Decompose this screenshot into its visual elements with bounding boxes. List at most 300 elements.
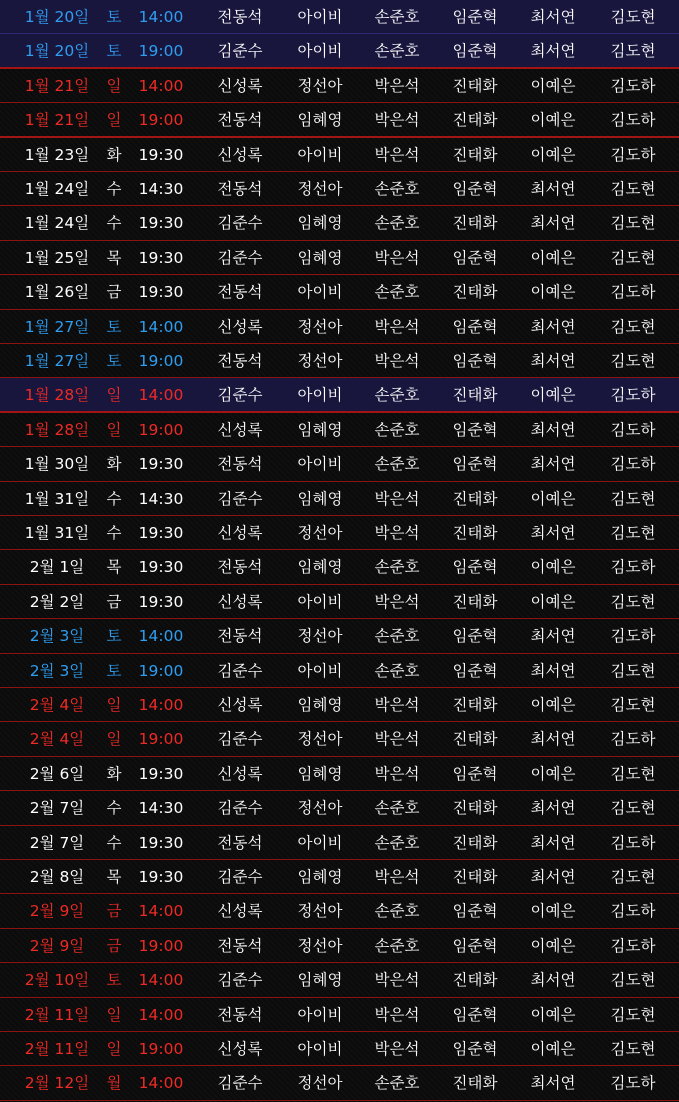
cast-member-6: 김도현 — [610, 799, 656, 818]
cast-member-3: 박은석 — [374, 592, 420, 611]
performance-date: 2월 7일 — [29, 799, 85, 818]
cast-member-6: 김도하 — [610, 902, 656, 921]
table-row — [0, 172, 679, 206]
cast-member-3: 박은석 — [374, 1005, 420, 1024]
cast-member-4: 임준혁 — [452, 902, 498, 921]
show-time: 19:00 — [138, 420, 184, 439]
weekday: 월 — [106, 1074, 122, 1093]
show-time: 19:00 — [138, 936, 184, 955]
cast-member-1: 전동석 — [217, 352, 263, 370]
show-time: 19:30 — [138, 214, 184, 233]
performance-date: 1월 20일 — [24, 42, 90, 61]
cast-member-1: 김준수 — [217, 868, 263, 886]
table-row — [0, 241, 679, 275]
cast-member-2: 임혜영 — [297, 764, 343, 783]
cast-member-4: 진태화 — [452, 868, 498, 886]
cast-member-3: 손준호 — [374, 455, 420, 474]
cast-member-5: 최서연 — [530, 524, 576, 542]
show-time: 14:00 — [138, 971, 184, 990]
cast-member-2: 정선아 — [297, 627, 343, 646]
weekday: 토 — [106, 42, 122, 61]
cast-member-3: 손준호 — [374, 799, 420, 818]
table-row — [0, 619, 679, 653]
performance-date: 1월 23일 — [24, 145, 90, 164]
cast-member-1: 김준수 — [217, 248, 263, 267]
cast-member-3: 박은석 — [374, 764, 420, 783]
cast-member-5: 이예은 — [530, 936, 576, 955]
cast-member-3: 박은석 — [374, 971, 420, 990]
cast-member-5: 이예은 — [530, 902, 576, 921]
cast-member-3: 손준호 — [374, 8, 420, 26]
show-time: 14:00 — [138, 902, 184, 921]
cast-member-3: 손준호 — [374, 420, 420, 439]
cast-member-4: 진태화 — [452, 111, 498, 130]
cast-member-4: 진태화 — [452, 1074, 498, 1093]
show-time: 19:00 — [138, 352, 184, 370]
cast-member-4: 임준혁 — [452, 248, 498, 267]
cast-member-5: 최서연 — [530, 1074, 576, 1093]
cast-member-6: 김도현 — [610, 214, 656, 233]
cast-member-1: 전동석 — [217, 833, 263, 852]
cast-member-1: 신성록 — [217, 696, 263, 714]
cast-member-6: 김도현 — [610, 317, 656, 336]
weekday: 일 — [106, 1005, 122, 1024]
show-time: 19:30 — [138, 283, 184, 302]
show-time: 19:00 — [138, 1040, 184, 1058]
cast-member-5: 이예은 — [530, 489, 576, 508]
cast-member-4: 임준혁 — [452, 42, 498, 61]
weekday: 토 — [106, 317, 122, 336]
cast-member-2: 정선아 — [297, 76, 343, 95]
cast-member-2: 임혜영 — [297, 420, 343, 439]
cast-member-4: 임준혁 — [452, 180, 498, 198]
cast-member-4: 진태화 — [452, 730, 498, 749]
cast-member-1: 신성록 — [217, 524, 263, 542]
cast-member-2: 임혜영 — [297, 248, 343, 267]
weekday: 화 — [106, 764, 122, 783]
cast-member-4: 진태화 — [452, 971, 498, 990]
cast-member-1: 신성록 — [217, 902, 263, 921]
cast-member-2: 아이비 — [297, 386, 343, 405]
weekday: 토 — [106, 627, 122, 646]
cast-member-5: 이예은 — [530, 76, 576, 95]
weekday: 수 — [106, 799, 122, 818]
performance-date: 2월 12일 — [24, 1074, 90, 1093]
weekday: 일 — [106, 111, 122, 130]
cast-member-5: 이예은 — [530, 248, 576, 267]
cast-member-5: 이예은 — [530, 283, 576, 302]
show-time: 19:30 — [138, 524, 184, 542]
cast-member-6: 김도하 — [610, 833, 656, 852]
cast-member-1: 김준수 — [217, 799, 263, 818]
show-time: 19:30 — [138, 833, 184, 852]
cast-member-6: 김도현 — [610, 868, 656, 886]
cast-member-2: 아이비 — [297, 1005, 343, 1024]
cast-member-1: 김준수 — [217, 386, 263, 405]
show-time: 19:00 — [138, 111, 184, 130]
table-row — [0, 482, 679, 516]
cast-member-2: 정선아 — [297, 799, 343, 818]
cast-member-4: 임준혁 — [452, 627, 498, 646]
cast-member-6: 김도하 — [610, 145, 656, 164]
cast-member-5: 최서연 — [530, 833, 576, 852]
cast-member-3: 박은석 — [374, 76, 420, 95]
cast-member-1: 신성록 — [217, 76, 263, 95]
show-time: 19:00 — [138, 730, 184, 749]
table-row — [0, 1066, 679, 1100]
cast-member-6: 김도하 — [610, 111, 656, 130]
cast-member-6: 김도현 — [610, 1040, 656, 1058]
cast-member-2: 아이비 — [297, 8, 343, 26]
cast-member-5: 이예은 — [530, 696, 576, 714]
cast-member-4: 진태화 — [452, 386, 498, 405]
table-row — [0, 860, 679, 894]
show-time: 14:00 — [138, 1005, 184, 1024]
cast-member-5: 이예은 — [530, 764, 576, 783]
cast-member-4: 임준혁 — [452, 352, 498, 370]
cast-member-4: 진태화 — [452, 696, 498, 714]
table-row — [0, 275, 679, 309]
cast-member-3: 박은석 — [374, 868, 420, 886]
performance-date: 1월 31일 — [24, 524, 90, 542]
cast-member-1: 전동석 — [217, 1005, 263, 1024]
show-time: 19:30 — [138, 145, 184, 164]
cast-member-6: 김도현 — [610, 971, 656, 990]
table-row — [0, 310, 679, 344]
weekday: 목 — [106, 868, 122, 886]
weekday: 일 — [106, 420, 122, 439]
table-row — [0, 138, 679, 172]
cast-member-6: 김도현 — [610, 696, 656, 714]
table-row — [0, 688, 679, 722]
cast-member-6: 김도하 — [610, 730, 656, 749]
cast-member-2: 정선아 — [297, 1074, 343, 1093]
weekday: 일 — [106, 1040, 122, 1058]
cast-member-3: 손준호 — [374, 283, 420, 302]
table-row — [0, 791, 679, 825]
cast-member-3: 박은석 — [374, 352, 420, 370]
show-time: 14:30 — [138, 180, 184, 198]
performance-date: 2월 4일 — [29, 696, 85, 714]
table-row — [0, 516, 679, 550]
cast-member-6: 김도현 — [610, 42, 656, 61]
show-time: 19:30 — [138, 248, 184, 267]
performance-date: 2월 11일 — [24, 1005, 90, 1024]
cast-member-4: 임준혁 — [452, 317, 498, 336]
cast-member-1: 김준수 — [217, 489, 263, 508]
table-row — [0, 585, 679, 619]
cast-member-4: 임준혁 — [452, 420, 498, 439]
show-time: 19:30 — [138, 592, 184, 611]
table-row — [0, 34, 679, 68]
cast-member-5: 최서연 — [530, 661, 576, 680]
performance-date: 2월 3일 — [29, 627, 85, 646]
cast-member-3: 손준호 — [374, 558, 420, 577]
cast-member-6: 김도하 — [610, 283, 656, 302]
cast-member-1: 전동석 — [217, 283, 263, 302]
table-row — [0, 413, 679, 447]
cast-member-2: 정선아 — [297, 180, 343, 198]
cast-member-5: 최서연 — [530, 971, 576, 990]
performance-date: 2월 9일 — [29, 936, 85, 955]
weekday: 수 — [106, 524, 122, 542]
cast-member-4: 진태화 — [452, 283, 498, 302]
table-row — [0, 69, 679, 103]
performance-date: 1월 30일 — [24, 455, 90, 474]
weekday: 금 — [106, 902, 122, 921]
cast-member-3: 박은석 — [374, 489, 420, 508]
performance-date: 2월 2일 — [29, 592, 85, 611]
cast-member-6: 김도현 — [610, 764, 656, 783]
cast-member-3: 손준호 — [374, 936, 420, 955]
cast-member-2: 아이비 — [297, 283, 343, 302]
cast-member-5: 이예은 — [530, 386, 576, 405]
weekday: 수 — [106, 180, 122, 198]
cast-member-1: 김준수 — [217, 971, 263, 990]
cast-member-5: 최서연 — [530, 420, 576, 439]
show-time: 19:30 — [138, 868, 184, 886]
cast-member-6: 김도하 — [610, 455, 656, 474]
cast-member-4: 임준혁 — [452, 455, 498, 474]
cast-member-1: 전동석 — [217, 111, 263, 130]
cast-member-5: 최서연 — [530, 352, 576, 370]
performance-date: 1월 27일 — [24, 352, 90, 370]
cast-member-4: 임준혁 — [452, 661, 498, 680]
cast-member-1: 전동석 — [217, 558, 263, 577]
weekday: 일 — [106, 696, 122, 714]
cast-member-1: 김준수 — [217, 42, 263, 61]
cast-member-1: 김준수 — [217, 661, 263, 680]
cast-member-2: 정선아 — [297, 317, 343, 336]
weekday: 화 — [106, 455, 122, 474]
table-row — [0, 963, 679, 997]
show-time: 14:00 — [138, 76, 184, 95]
performance-date: 2월 10일 — [24, 971, 90, 990]
table-row — [0, 1032, 679, 1066]
cast-member-5: 이예은 — [530, 111, 576, 130]
cast-member-3: 손준호 — [374, 180, 420, 198]
table-row — [0, 998, 679, 1032]
cast-member-5: 최서연 — [530, 799, 576, 818]
cast-member-4: 임준혁 — [452, 8, 498, 26]
performance-date: 2월 7일 — [29, 833, 85, 852]
cast-member-2: 정선아 — [297, 352, 343, 370]
weekday: 일 — [106, 730, 122, 749]
cast-member-2: 정선아 — [297, 936, 343, 955]
cast-member-1: 신성록 — [217, 592, 263, 611]
show-time: 14:30 — [138, 489, 184, 508]
weekday: 수 — [106, 833, 122, 852]
weekday: 수 — [106, 214, 122, 233]
cast-member-5: 최서연 — [530, 214, 576, 233]
cast-member-3: 손준호 — [374, 1074, 420, 1093]
performance-date: 1월 24일 — [24, 214, 90, 233]
cast-member-3: 손준호 — [374, 833, 420, 852]
show-time: 19:00 — [138, 661, 184, 680]
cast-member-2: 아이비 — [297, 661, 343, 680]
table-row — [0, 550, 679, 584]
cast-member-5: 최서연 — [530, 455, 576, 474]
cast-member-4: 진태화 — [452, 145, 498, 164]
weekday: 목 — [106, 558, 122, 577]
cast-member-3: 박은석 — [374, 317, 420, 336]
table-row — [0, 447, 679, 481]
cast-member-6: 김도현 — [610, 8, 656, 26]
cast-member-1: 신성록 — [217, 145, 263, 164]
cast-member-1: 김준수 — [217, 1074, 263, 1093]
cast-member-4: 임준혁 — [452, 936, 498, 955]
show-time: 14:00 — [138, 8, 184, 26]
table-row — [0, 894, 679, 928]
weekday: 일 — [106, 386, 122, 405]
weekday: 일 — [106, 76, 122, 95]
cast-member-2: 임혜영 — [297, 696, 343, 714]
cast-member-5: 최서연 — [530, 42, 576, 61]
cast-member-6: 김도현 — [610, 248, 656, 267]
cast-member-6: 김도하 — [610, 936, 656, 955]
cast-member-1: 전동석 — [217, 455, 263, 474]
show-time: 14:00 — [138, 627, 184, 646]
table-row — [0, 206, 679, 240]
performance-date: 2월 4일 — [29, 730, 85, 749]
performance-date: 1월 24일 — [24, 180, 90, 198]
cast-member-3: 손준호 — [374, 627, 420, 646]
cast-member-3: 손준호 — [374, 42, 420, 61]
performance-date: 1월 31일 — [24, 489, 90, 508]
cast-member-3: 박은석 — [374, 524, 420, 542]
performance-date: 1월 20일 — [24, 8, 90, 26]
performance-date: 2월 9일 — [29, 902, 85, 921]
weekday: 수 — [106, 489, 122, 508]
cast-member-2: 임혜영 — [297, 111, 343, 130]
cast-member-4: 진태화 — [452, 489, 498, 508]
cast-member-5: 최서연 — [530, 8, 576, 26]
cast-member-1: 전동석 — [217, 180, 263, 198]
cast-member-3: 박은석 — [374, 696, 420, 714]
performance-date: 1월 21일 — [24, 111, 90, 130]
weekday: 화 — [106, 145, 122, 164]
cast-member-2: 아이비 — [297, 145, 343, 164]
table-row — [0, 344, 679, 378]
cast-member-5: 이예은 — [530, 1005, 576, 1024]
show-time: 14:00 — [138, 696, 184, 714]
table-row — [0, 103, 679, 137]
cast-member-2: 아이비 — [297, 1040, 343, 1058]
cast-member-1: 신성록 — [217, 1040, 263, 1058]
cast-member-4: 진태화 — [452, 592, 498, 611]
cast-member-2: 아이비 — [297, 42, 343, 61]
cast-member-5: 최서연 — [530, 627, 576, 646]
cast-member-6: 김도하 — [610, 76, 656, 95]
cast-member-3: 박은석 — [374, 1040, 420, 1058]
table-row — [0, 654, 679, 688]
cast-member-6: 김도하 — [610, 627, 656, 646]
cast-member-6: 김도현 — [610, 489, 656, 508]
performance-date: 2월 11일 — [24, 1040, 90, 1058]
show-time: 14:30 — [138, 799, 184, 818]
cast-member-1: 신성록 — [217, 764, 263, 783]
table-row — [0, 0, 679, 34]
performance-date: 2월 1일 — [29, 558, 85, 577]
cast-member-5: 이예은 — [530, 145, 576, 164]
show-time: 14:00 — [138, 1074, 184, 1093]
cast-member-3: 박은석 — [374, 730, 420, 749]
cast-member-1: 신성록 — [217, 317, 263, 336]
cast-member-5: 최서연 — [530, 317, 576, 336]
cast-member-4: 진태화 — [452, 76, 498, 95]
cast-member-3: 박은석 — [374, 248, 420, 267]
cast-member-4: 임준혁 — [452, 764, 498, 783]
cast-member-1: 전동석 — [217, 936, 263, 955]
cast-member-1: 전동석 — [217, 8, 263, 26]
show-time: 19:30 — [138, 558, 184, 577]
cast-member-2: 정선아 — [297, 902, 343, 921]
cast-member-3: 박은석 — [374, 111, 420, 130]
cast-member-4: 임준혁 — [452, 1040, 498, 1058]
cast-member-2: 임혜영 — [297, 489, 343, 508]
performance-date: 2월 6일 — [29, 764, 85, 783]
weekday: 토 — [106, 8, 122, 26]
cast-member-2: 정선아 — [297, 524, 343, 542]
cast-member-2: 아이비 — [297, 833, 343, 852]
weekday: 토 — [106, 352, 122, 370]
performance-date: 1월 26일 — [24, 283, 90, 302]
cast-member-4: 진태화 — [452, 214, 498, 233]
cast-member-5: 최서연 — [530, 180, 576, 198]
cast-member-6: 김도현 — [610, 661, 656, 680]
cast-member-2: 임혜영 — [297, 214, 343, 233]
show-time: 14:00 — [138, 317, 184, 336]
cast-member-6: 김도현 — [610, 352, 656, 370]
table-row — [0, 826, 679, 860]
cast-member-5: 이예은 — [530, 558, 576, 577]
performance-date: 1월 21일 — [24, 76, 90, 95]
cast-member-2: 아이비 — [297, 455, 343, 474]
cast-member-6: 김도하 — [610, 558, 656, 577]
cast-member-3: 박은석 — [374, 145, 420, 164]
cast-member-3: 손준호 — [374, 214, 420, 233]
cast-member-6: 김도현 — [610, 180, 656, 198]
show-time: 19:30 — [138, 455, 184, 474]
show-time: 19:00 — [138, 42, 184, 61]
table-row — [0, 722, 679, 756]
cast-member-5: 최서연 — [530, 868, 576, 886]
performance-date: 1월 28일 — [24, 386, 90, 405]
cast-member-6: 김도현 — [610, 592, 656, 611]
cast-member-2: 임혜영 — [297, 971, 343, 990]
cast-member-5: 이예은 — [530, 1040, 576, 1058]
cast-member-3: 손준호 — [374, 386, 420, 405]
table-row — [0, 757, 679, 791]
table-row — [0, 929, 679, 963]
performance-date: 1월 28일 — [24, 420, 90, 439]
cast-member-1: 신성록 — [217, 420, 263, 439]
cast-member-1: 김준수 — [217, 214, 263, 233]
cast-member-2: 임혜영 — [297, 868, 343, 886]
cast-member-1: 김준수 — [217, 730, 263, 749]
cast-member-6: 김도하 — [610, 1074, 656, 1093]
cast-member-5: 최서연 — [530, 730, 576, 749]
weekday: 목 — [106, 248, 122, 267]
weekday: 토 — [106, 661, 122, 680]
cast-member-4: 진태화 — [452, 833, 498, 852]
cast-member-6: 김도현 — [610, 1005, 656, 1024]
cast-member-3: 손준호 — [374, 902, 420, 921]
cast-member-5: 이예은 — [530, 592, 576, 611]
cast-member-6: 김도하 — [610, 420, 656, 439]
cast-member-2: 임혜영 — [297, 558, 343, 577]
weekday: 금 — [106, 592, 122, 611]
